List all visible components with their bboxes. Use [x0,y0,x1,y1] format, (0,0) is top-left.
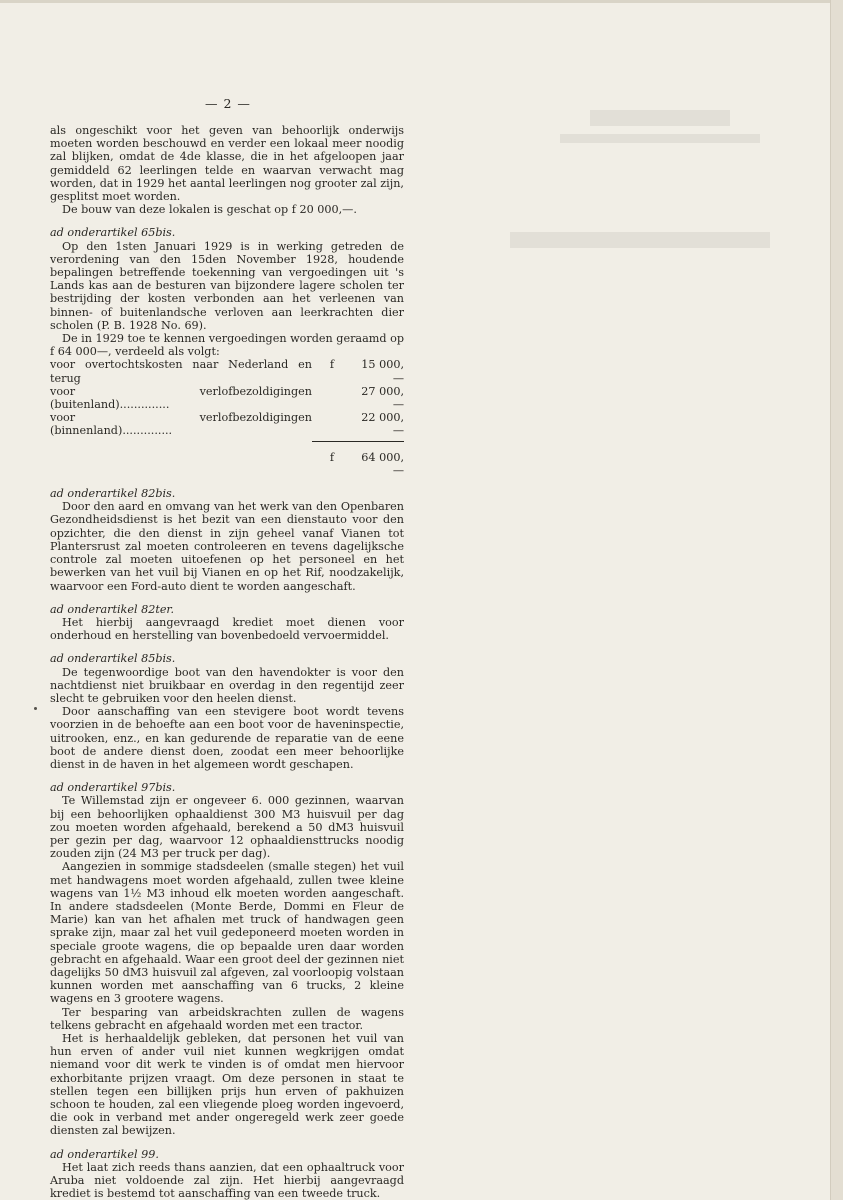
cost-label: voor overtochtskosten naar Nederland en terug [50,358,312,385]
cost-breakdown-table [50,358,404,437]
heading-82ter: ad onderartikel 82ter. [50,602,175,616]
cost-amount: 27 000,— [361,384,404,412]
total-currency: f [329,450,335,464]
page-number: — 2 — [205,96,251,111]
cost-total-table [50,442,404,477]
heading-97bis: ad onderartikel 97bis. [50,781,176,795]
cost-row [50,358,404,384]
cost-currency: f [329,358,335,372]
paragraph-97bis-4: Het is herhaaldelijk gebleken, dat personen het vuil van hun erven of ander vuil niet kunnen wegkrijgen omdat niemand voor dit werk te vinden is of omdat men hiervoor exhorbitante prijzen vraagt. Om deze personen in staat te stellen tegen een billijken prijs hun erven of pakhuizen schoon te houden, zal een vliegende ploeg worden ingevoerd, die ook in verband met ander ongeregeld werk zeer goede diensten zal bewijzen. [50,1032,404,1138]
page-edge-top [0,0,843,3]
cost-currency [312,411,352,437]
intro-paragraph-1: als ongeschikt voor het geven van behoorlijk onderwijs moeten worden beschouwd en verder een lokaal meer noodig zal blijken, omdat de 4de klasse, die in het afgeloopen jaar gemiddeld 62 leerlingen telde en waarvan verwacht mag worden, dat in 1929 het aantal leerlingen nog grooter zal zijn, gesplitst moet worden. [50,124,404,204]
cost-amount: 22 000,— [361,411,404,438]
paragraph-97bis-2: Aangezien in sommige stadsdeelen (smalle stegen) het vuil met handwagens moet worden afgehaald, zullen twee kleine wagens van 1½ M3 inhoud elk moeten worden aangeschaft. In andere stadsdeelen (Monte Berde, Dommi en Fleur de Marie) kan van het afhalen met truck of handwagen geen sprake zijn, maar zal het vuil gedeponeerd moeten worden in speciale groote wagens, die op bepaalde uren daar worden gebracht en afgehaald. Waar een groot deel der gezinnen niet dagelijks 50 dM3 huisvuil zal afgeven, zal voorloopig volstaan kunnen worden met aanschaffing van 6 trucks, 2 kleine wagens en 3 grootere wagens. [50,860,404,1006]
cost-label: voor verlofbezoldigingen (buitenland).............. [50,384,312,412]
page-edge-right [830,0,843,1200]
paragraph-97bis-3: Ter besparing van arbeidskrachten zullen de wagens telkens gebracht en afgehaald worden met een tractor. [50,1005,404,1032]
paragraph-65bis-2: De in 1929 toe te kennen vergoedingen worden geraamd op f 64 000—, verdeeld als volgt: [50,332,404,359]
cost-label: voor verlofbezoldigingen (binnenland).............. [50,411,312,438]
cost-row [50,385,404,411]
paragraph-85bis-1: De tegenwoordige boot van den havendokter is voor den nachtdienst niet bruikbaar en overdag in den regentijd zeer slecht te gebruiken voor den heelen dienst. [50,665,404,705]
heading-85bis: ad onderartikel 85bis. [50,652,176,666]
cost-total-row [50,442,404,477]
paragraph-97bis-1: Te Willemstad zijn er ongeveer 6. 000 gezinnen, waarvan bij een behoorlijken ophaaldienst 300 M3 huisvuil per dag zou moeten worden afgehaald, berekend a 50 dM3 huisvuil per gezin per dag, waarvoor 12 ophaaldiensttrucks noodig zouden zijn (24 M3 per truck per dag). [50,794,404,861]
intro-paragraph-2: De bouw van deze lokalen is geschat op f 20 000,—. [62,203,357,217]
show-through-ghost-text [470,100,790,260]
cost-amount: 15 000,— [361,358,404,385]
heading-65bis: ad onderartikel 65bis. [50,226,176,240]
cost-currency [312,385,352,411]
paragraph-85bis-2: Door aanschaffing van een stevigere boot wordt tevens voorzien in de behoefte aan een boot voor de haveninspectie, uitrooken, enz., en kan gedurende de reparatie van de eene boot de andere dienst doen, zoodat een meer behoorlijke dienst in de haven in het algemeen wordt geschapen. [50,705,404,771]
heading-82bis: ad onderartikel 82bis. [50,487,176,501]
paragraph-82bis-1: Door den aard en omvang van het werk van den Openbaren Gezondheidsdienst is het bezit van een dienstauto voor den opzichter, die den dienst in zijn geheel vanaf Vianen tot Plantersrust zal moeten controleeren en tevens dagelijksche controle zal moeten uitoefenen op het personeel en het bewerken van het vuil bij Vianen en op het Rif, noodzakelijk, waarvoor een Ford-auto dient te worden aangeschaft. [50,500,404,593]
body-column [50,124,404,1200]
paragraph-82ter-1: Het hierbij aangevraagd krediet moet dienen voor onderhoud en herstelling van bovenbedoeld vervoermiddel. [50,615,404,643]
heading-99: ad onderartikel 99. [50,1147,159,1161]
margin-mark [34,707,37,710]
total-amount: 64 000,— [361,450,404,477]
paragraph-99-1: Het laat zich reeds thans aanzien, dat een ophaaltruck voor Aruba niet voldoende zal zijn. Het hierbij aangevraagd krediet is bestemd tot aanschaffing van een tweede truck. [50,1160,404,1200]
cost-row [50,411,404,437]
paragraph-65bis-1: Op den 1sten Januari 1929 is in werking getreden de verordening van den 15den November 1928, houdende bepalingen betreffende toekenning van vergoedingen uit 's Lands kas aan de besturen van bijzondere lagere scholen ter bestrijding der kosten verbonden aan het verleenen van binnen- of buitenlandsche verloven aan leerkrachten dier scholen (P. B. 1928 No. 69). [50,239,404,332]
